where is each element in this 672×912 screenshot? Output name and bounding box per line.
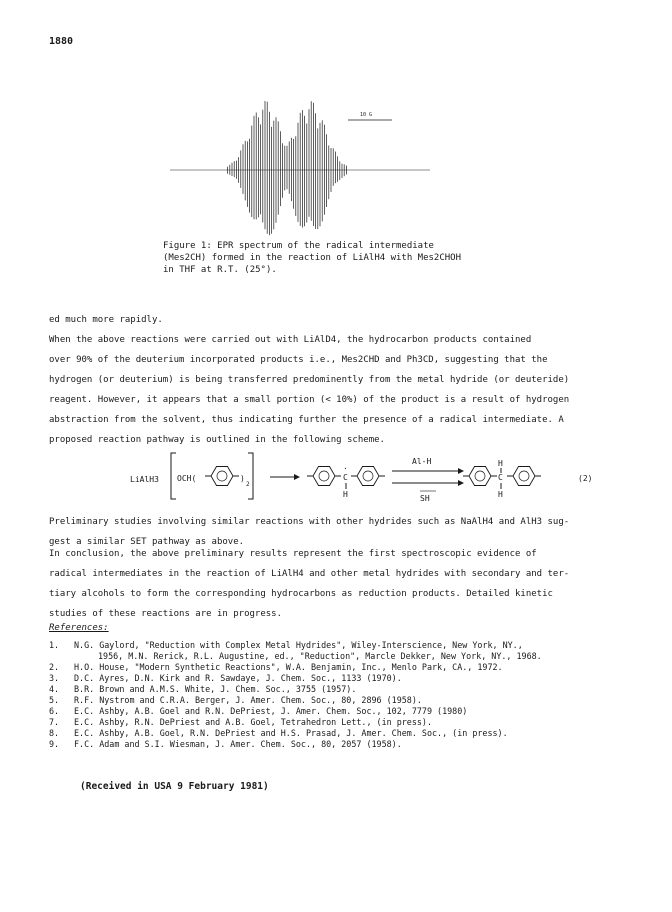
- text-line: When the above reactions were carried out with LiAlD4, the hydrocarbon products contained: [49, 335, 532, 345]
- arrow-top-label: Al-H: [412, 457, 432, 466]
- phenyl-ring: [507, 467, 541, 486]
- text-line: proposed reaction pathway is outlined in the following scheme.: [49, 435, 385, 445]
- paragraph-deuterium: [49, 330, 624, 450]
- figure-caption: [163, 240, 483, 276]
- radical-hydrogen: H: [343, 490, 348, 499]
- scale-label: 10 G: [360, 112, 373, 118]
- paragraph-continuation: [49, 310, 624, 330]
- reference-number: 4.: [49, 684, 60, 694]
- text-line: abstraction from the solvent, thus indicating further the presence of a radical intermediate. A: [49, 415, 564, 425]
- caption-line: (Mes2CH) formed in the reaction of LiAlH4 with Mes2CHOH: [163, 253, 462, 263]
- reference-item: [49, 728, 649, 739]
- reference-item: [49, 739, 649, 750]
- product-hydrogen-top: H: [498, 459, 503, 468]
- text-line: over 90% of the deuterium incorporated products i.e., Mes2CHD and Ph3CD, suggesting that the: [49, 355, 548, 365]
- scheme-reagent: LiAlH3: [130, 475, 159, 484]
- references-list: [49, 640, 649, 750]
- reference-item: [49, 640, 649, 662]
- equation-number: (2): [578, 474, 593, 483]
- reference-number: 9.: [49, 739, 60, 749]
- reference-text: D.C. Ayres, D.N. Kirk and R. Sawdaye, J. Chem. Soc., 1133 (1970).: [74, 673, 402, 683]
- reference-text: F.C. Adam and S.I. Wiesman, J. Amer. Chem. Soc., 80, 2057 (1958).: [74, 739, 402, 749]
- reference-item: [49, 695, 649, 706]
- product-carbon: C: [498, 473, 503, 482]
- reference-text: B.R. Brown and A.M.S. White, J. Chem. Soc., 3755 (1957).: [74, 684, 357, 694]
- text-line: reagent. However, it appears that a small portion (< 10%) of the product is a result of hydrogen: [49, 395, 570, 405]
- paragraph-conclusion: [49, 544, 624, 624]
- reference-text: N.G. Gaylord, "Reduction with Complex Metal Hydrides", Wiley-Interscience, New York, NY.,: [74, 640, 523, 650]
- page-number: 1880: [49, 36, 74, 47]
- reaction-scheme: [130, 445, 630, 509]
- reference-item: [49, 717, 649, 728]
- received-date: (Received in USA 9 February 1981): [80, 781, 269, 792]
- text-line: tiary alcohols to form the corresponding hydrocarbons as reduction products. Detailed kinetic: [49, 589, 553, 599]
- reference-item: [49, 684, 649, 695]
- text-line: radical intermediates in the reaction of LiAlH4 and other metal hydrides with secondary and ter-: [49, 569, 570, 579]
- reference-number: 8.: [49, 728, 60, 738]
- phenyl-ring: [205, 467, 239, 486]
- reference-number: 1.: [49, 640, 60, 650]
- scheme-subscript: 2: [246, 481, 250, 488]
- arrow-bottom-label: SH: [420, 494, 430, 503]
- text-line: hydrogen (or deuterium) is being transferred predominently from the metal hydride (or deuteride): [49, 375, 570, 385]
- text-line: studies of these reactions are in progress.: [49, 609, 282, 619]
- reference-item: [49, 662, 649, 673]
- reference-text: E.C. Ashby, A.B. Goel, R.N. DePriest and H.S. Prasad, J. Amer. Chem. Soc., (in press).: [74, 728, 508, 738]
- reference-text: R.F. Nystrom and C.R.A. Berger, J. Amer. Chem. Soc., 80, 2896 (1958).: [74, 695, 422, 705]
- reference-number: 6.: [49, 706, 60, 716]
- phenyl-ring: [307, 467, 341, 486]
- product-hydrogen-bottom: H: [498, 490, 503, 499]
- reference-number: 7.: [49, 717, 60, 727]
- reference-text: H.O. House, "Modern Synthetic Reactions", W.A. Benjamin, Inc., Menlo Park, CA., 1972.: [74, 662, 503, 672]
- reference-number: 3.: [49, 673, 60, 683]
- reference-number: 5.: [49, 695, 60, 705]
- scheme-paren: ): [240, 474, 245, 483]
- radical-carbon: C: [343, 473, 348, 482]
- caption-line: Figure 1: EPR spectrum of the radical intermediate: [163, 241, 434, 251]
- reference-item: [49, 673, 649, 684]
- scheme-alkoxide: OCH(: [177, 474, 197, 483]
- reference-number: 2.: [49, 662, 60, 672]
- epr-spectrum-figure: [170, 95, 430, 245]
- reference-item: [49, 706, 649, 717]
- left-bracket: [171, 453, 176, 499]
- references-heading: References:: [49, 623, 109, 633]
- reference-text: E.C. Ashby, A.B. Goel and R.N. DePriest, J. Amer. Chem. Soc., 102, 7779 (1980): [74, 706, 468, 716]
- spectrum-lines: [228, 101, 347, 235]
- reference-text: 1956, M.N. Rerick, R.L. Augustine, ed., "Reduction", Marcle Dekker, New York, NY., 1968.: [98, 651, 542, 661]
- text-line: In conclusion, the above preliminary results represent the first spectroscopic evidence of: [49, 549, 537, 559]
- caption-line: in THF at R.T. (25°).: [163, 265, 277, 275]
- text-line: Preliminary studies involving similar reactions with other hydrides such as NaAlH4 and AlH3 sug-: [49, 517, 570, 527]
- phenyl-ring: [463, 467, 497, 486]
- text-line: ed much more rapidly.: [49, 315, 163, 325]
- right-bracket: [248, 453, 253, 499]
- phenyl-ring: [351, 467, 385, 486]
- radical-dot: .: [343, 462, 348, 471]
- text-line: gest a similar SET pathway as above.: [49, 537, 245, 547]
- reference-text: E.C. Ashby, R.N. DePriest and A.B. Goel, Tetrahedron Lett., (in press).: [74, 717, 432, 727]
